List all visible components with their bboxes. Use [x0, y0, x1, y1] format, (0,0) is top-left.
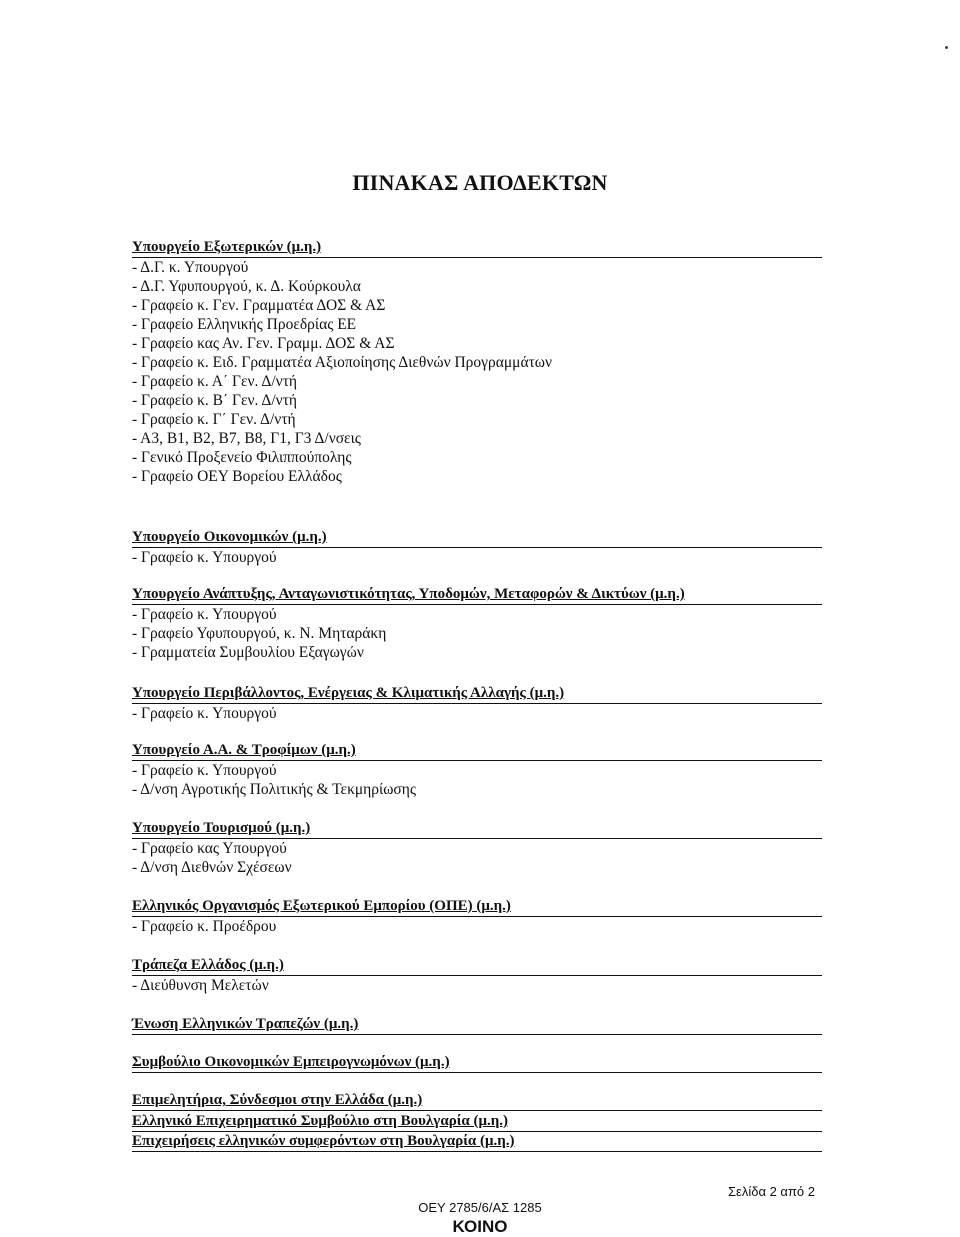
recipient-item: - Διεύθυνση Μελετών — [132, 977, 269, 994]
recipient-item: - Α3, Β1, Β2, Β7, Β8, Γ1, Γ3 Δ/νσεις — [132, 430, 361, 447]
recipient-item: - Γραφείο κας Αν. Γεν. Γραμμ. ΔΟΣ & ΑΣ — [132, 335, 395, 352]
recipient-section — [132, 584, 822, 662]
recipient-section — [132, 740, 822, 799]
section-heading — [132, 1111, 822, 1132]
section-heading-text: Ελληνικός Οργανισμός Εξωτερικού Εμπορίου (ΟΠΕ) (μ.η.) — [132, 898, 511, 914]
section-heading-text: Υπουργείο Α.Α. & Τροφίμων (μ.η.) — [132, 742, 356, 758]
section-heading — [132, 237, 822, 258]
section-heading — [132, 1052, 822, 1073]
section-heading-text: Υπουργείο Ανάπτυξης, Ανταγωνιστικότητας, Υποδομών, Μεταφορών & Δικτύων (μ.η.) — [132, 586, 685, 602]
section-heading-text: Συμβούλιο Οικονομικών Εμπειρογνωμόνων (μ.η.) — [132, 1054, 450, 1070]
recipient-section — [132, 683, 822, 723]
recipient-item: - Δ/νση Αγροτικής Πολιτικής & Τεκμηρίωσης — [132, 781, 416, 798]
recipient-item: - Γραφείο κ. Υπουργού — [132, 762, 277, 779]
recipient-section — [132, 818, 822, 877]
section-heading-text: Ελληνικό Επιχειρηματικό Συμβούλιο στη Βουλγαρία (μ.η.) — [132, 1113, 509, 1129]
document-reference: ΟΕΥ 2785/6/ΑΣ 1285 — [418, 1200, 542, 1215]
recipient-item: - Γραφείο κας Υπουργού — [132, 840, 287, 857]
classification-label: ΚΟΙΝΟ — [452, 1217, 508, 1236]
recipient-item: - Γραφείο Υφυπουργού, κ. Ν. Μηταράκη — [132, 625, 387, 642]
section-heading — [132, 527, 822, 548]
recipient-section — [132, 1052, 822, 1073]
recipient-item: - Δ.Γ. κ. Υπουργού — [132, 259, 249, 276]
recipient-item: - Γραφείο κ. Ειδ. Γραμματέα Αξιοποίησης Διεθνών Προγραμμάτων — [132, 354, 553, 371]
section-heading-text: Υπουργείο Οικονομικών (μ.η.) — [132, 529, 327, 545]
recipient-item: - Δ.Γ. Υφυπουργού, κ. Δ. Κούρκουλα — [132, 278, 361, 295]
document-title: ΠΙΝΑΚΑΣ ΑΠΟΔΕΚΤΩΝ — [352, 170, 608, 195]
recipient-section — [132, 896, 822, 936]
recipient-item: - Γραφείο κ. Α΄ Γεν. Δ/ντή — [132, 373, 298, 390]
recipient-item: - Γραμματεία Συμβουλίου Εξαγωγών — [132, 644, 364, 661]
recipient-item: - Γραφείο κ. Προέδρου — [132, 918, 277, 935]
section-heading — [132, 683, 822, 704]
section-heading-text: Επιχειρήσεις ελληνικών συμφερόντων στη Βουλγαρία (μ.η.) — [132, 1133, 515, 1149]
recipient-section — [132, 955, 822, 995]
scan-speck — [945, 46, 948, 49]
section-heading — [132, 1014, 822, 1035]
section-heading-text: Υπουργείο Τουρισμού (μ.η.) — [132, 820, 311, 836]
section-heading — [132, 818, 822, 839]
section-heading — [132, 740, 822, 761]
recipient-section — [132, 1014, 822, 1035]
page-indicator: Σελίδα 2 από 2 — [728, 1184, 815, 1199]
recipient-section — [132, 1131, 822, 1152]
section-heading-text: Ένωση Ελληνικών Τραπεζών (μ.η.) — [132, 1016, 359, 1032]
recipient-section — [132, 527, 822, 567]
section-heading-text: Τράπεζα Ελλάδος (μ.η.) — [132, 957, 284, 973]
recipient-item: - Γραφείο κ. Γεν. Γραμματέα ΔΟΣ & ΑΣ — [132, 297, 386, 314]
section-heading — [132, 1131, 822, 1152]
recipient-item: - Γραφείο κ. Β΄ Γεν. Δ/ντή — [132, 392, 298, 409]
section-heading-text: Υπουργείο Εξωτερικών (μ.η.) — [132, 239, 322, 255]
recipient-item: - Γενικό Προξενείο Φιλιππούπολης — [132, 449, 352, 466]
recipient-item: - Δ/νση Διεθνών Σχέσεων — [132, 859, 292, 876]
recipient-section — [132, 1090, 822, 1111]
section-heading-text: Επιμελητήρια, Σύνδεσμοι στην Ελλάδα (μ.η.) — [132, 1092, 423, 1108]
recipient-item: - Γραφείο ΟΕΥ Βορείου Ελλάδος — [132, 468, 342, 485]
section-heading — [132, 896, 822, 917]
recipient-section — [132, 1111, 822, 1132]
recipient-item: - Γραφείο κ. Υπουργού — [132, 549, 277, 566]
recipient-item: - Γραφείο κ. Γ΄ Γεν. Δ/ντή — [132, 411, 296, 428]
section-heading — [132, 955, 822, 976]
section-heading — [132, 584, 822, 605]
recipient-item: - Γραφείο κ. Υπουργού — [132, 705, 277, 722]
recipient-item: - Γραφείο κ. Υπουργού — [132, 606, 277, 623]
section-heading-text: Υπουργείο Περιβάλλοντος, Ενέργειας & Κλιματικής Αλλαγής (μ.η.) — [132, 685, 565, 701]
recipient-item: - Γραφείο Ελληνικής Προεδρίας ΕΕ — [132, 316, 357, 333]
recipient-section — [132, 237, 822, 486]
section-heading — [132, 1090, 822, 1111]
